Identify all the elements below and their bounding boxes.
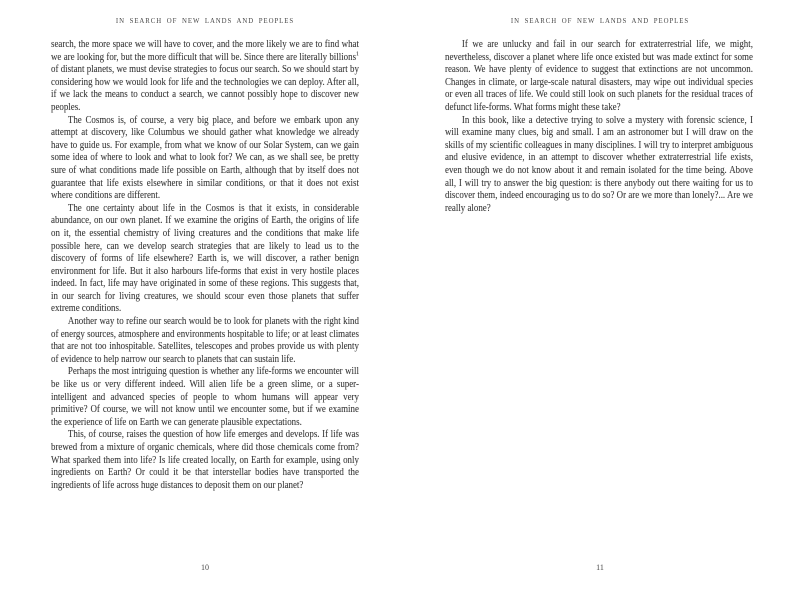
- running-header-right: IN SEARCH OF NEW LANDS AND PEOPLES: [510, 18, 690, 25]
- paragraph: Perhaps the most intriguing question is whether any life-forms we encounter will be like us or very different indeed. Will alien life be a green slime, or a super-intelligent and advanced species of people to whom humans will appear very primitive? Of course, we will not know until we encounter some, but if we examine the experience of life on Earth we can generate plausible expectations.: [51, 366, 359, 428]
- paragraph: search, the more space we will have to cover, and the more likely we are to find what we are looking for, but the more difficult that will be. Since there are literally billions$^1$ of distant planets, we must devise strategies to focus our search. So we should start by considering how we would look for life and the technologies we can deploy. After all, if we lack the means to conduct a search, we cannot possibly hope to discover new peoples.: [51, 39, 359, 113]
- page-body: [445, 39, 753, 215]
- page-number: 11: [596, 563, 604, 572]
- paragraph: The one certainty about life in the Cosmos is that it exists, in considerable abundance, on our own planet. If we examine the origins of Earth, the origins of life on it, the essential chemistry of living creatures and the conditions that make life possible here, can we develop search strategies that are likely to lead us to the discovery of forms of life elsewhere? Earth is, we will discover, a rather benign environment for life. But it also harbours life-forms that exist in very hostile places indeed. In fact, life may have originated in some of these regions. This suggests that, in our search for living creatures, we should scour even those planets that suffer extreme conditions.: [51, 202, 359, 315]
- paragraph: This, of course, raises the question of how life emerges and develops. If life was brewed from a mixture of organic chemicals, where did those chemicals come from? What sparked them into life? Is life created locally, on Earth for example, using only ingredients on Earth? Or could it be that interstellar bodies have transported the ingredients of life across huge distances to deposit them on our planet?: [51, 429, 359, 491]
- page-number: 10: [201, 563, 209, 572]
- paragraph: If we are unlucky and fail in our search for extraterrestrial life, we might, nevertheless, discover a planet where life once existed but was made extinct for some reason. We have plenty of evidence to suggest that extinctions are not uncommon. Changes in climate, or large-scale natural disasters, may wipe out individual species or even all traces of life. We could still look on such planets for the residual traces of defunct life-forms. What forms might these take?: [445, 39, 753, 113]
- paragraph: In this book, like a detective trying to solve a mystery with forensic science, I will examine many clues, big and small. I am an astronomer but I will draw on the skills of my scientific colleagues in many disciplines. I will try to interpret ambiguous and elusive evidence, in an attempt to discover whether extraterrestrial life exists, even though we do not know about it and remain isolated for the time being. Above all, I will try to answer the big question: is there anybody out there waiting for us to discover them, indeed encouraging us to do so? Or are we more than lonely?... Are we really alone?: [445, 114, 753, 214]
- paragraph: The Cosmos is, of course, a very big place, and before we embark upon any attempt at discovery, like Columbus we should gather what knowledge we already have to guide us. For example, from what we know of our Solar System, can we gain some idea of where to look and what to look for? We can, as we shall see, be pretty sure of what conditions made life possible on Earth, although that by itself does not guarantee that life exists elsewhere in similar conditions, or that it does not exist where conditions are different.: [51, 114, 359, 202]
- running-header-left: IN SEARCH OF NEW LANDS AND PEOPLES: [115, 18, 295, 25]
- paragraph: Another way to refine our search would be to look for planets with the right kind of energy sources, atmosphere and environments hospitable to life; or at least climates that are not too inhospitable. Satellites, telescopes and probes provide us with plenty of evidence to help narrow our search to planets that can sustain life.: [51, 316, 359, 365]
- page-body: [51, 39, 359, 492]
- footnote-marker: 1: [356, 50, 359, 58]
